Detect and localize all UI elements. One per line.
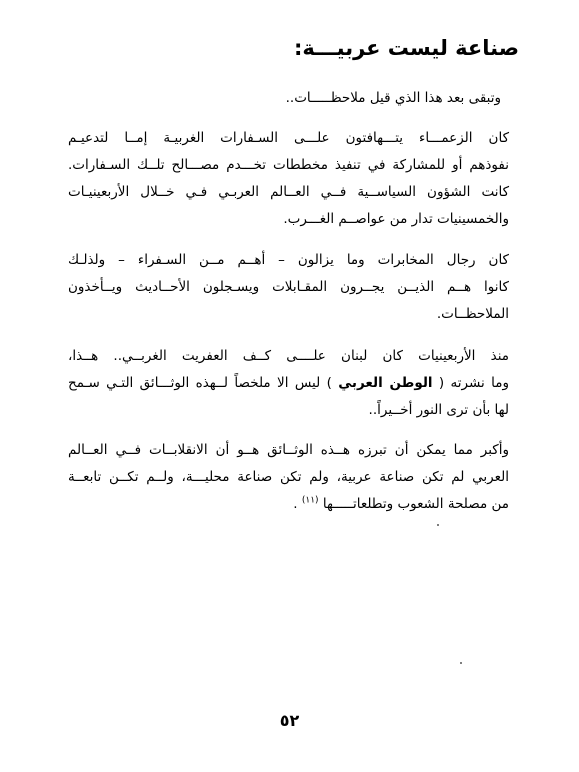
paragraph-3-line-2-before: وما نشرته ( (432, 375, 510, 391)
paragraph-4-line-3-after: . (293, 496, 302, 512)
paragraph-4-line-3-before: من مصلحة الشعوب وتطلعاتـــــها (318, 496, 509, 512)
paragraph-1-line-3: كانت الشؤون السياســية فــي العــالم العربـي فـي خــلال الأربعينيـات (68, 184, 509, 200)
intro-line: وتبقى بعد هذا الذي قيل ملاحظـــــات.. (285, 90, 501, 106)
section-heading: صناعة ليست عربيـــة: (293, 36, 519, 60)
paragraph-4-line-3 (293, 494, 509, 514)
paragraph-2-line-1: كان رجال المخابرات وما يزالون – أهــم مــن السـفراء – ولذلـك (68, 252, 509, 268)
paragraph-3-line-2-after: ) ليس الا ملخصاً لــهذه الوثـــائق التـي سـمح (68, 375, 339, 391)
paragraph-3-line-3: لها بأن ترى النور أخــيراً.. (368, 402, 509, 418)
paragraph-2-line-2: كانوا هــم الذيــن يجــرون المقـابلات ويسـجلون الأحــاديث ويــأخذون (68, 279, 509, 295)
paragraph-3-line-2 (68, 373, 509, 393)
paragraph-1-line-2: نفوذهم أو للمشاركة في تنفيذ مخططات تخـــدم مصـــالح تلــك السـفارات. (68, 157, 509, 173)
footnote-marker: (١١) (301, 495, 319, 506)
paragraph-1-line-1: كان الزعمـــاء يتـــهافتون علـــى السـفارات الغربيـة إمــا لتدعيـم (68, 130, 509, 146)
scan-speck (460, 662, 462, 664)
page-number: ٥٢ (279, 711, 300, 730)
newspaper-name: الوطن العربي (338, 375, 433, 391)
scan-speck (437, 524, 439, 526)
paragraph-4-line-2: العربي لم تكن صناعة عربية، ولم تكن صناعة محليـــة، ولــم تكــن تابعــة (68, 469, 509, 485)
paragraph-3-line-1: منذ الأربعينيات كان لبنان علــــى كــف العفريت الغربــي.. هــذا، (68, 348, 509, 364)
paragraph-1-line-4: والخمسينيات تدار من عواصــم الغـــرب. (283, 211, 509, 227)
paragraph-2-line-3: الملاحظــات. (436, 306, 509, 322)
paragraph-4-line-1: وأكبر مما يمكن أن تبرزه هــذه الوثــائق هــو أن الانقلابــات فــي العــالم (68, 442, 509, 458)
